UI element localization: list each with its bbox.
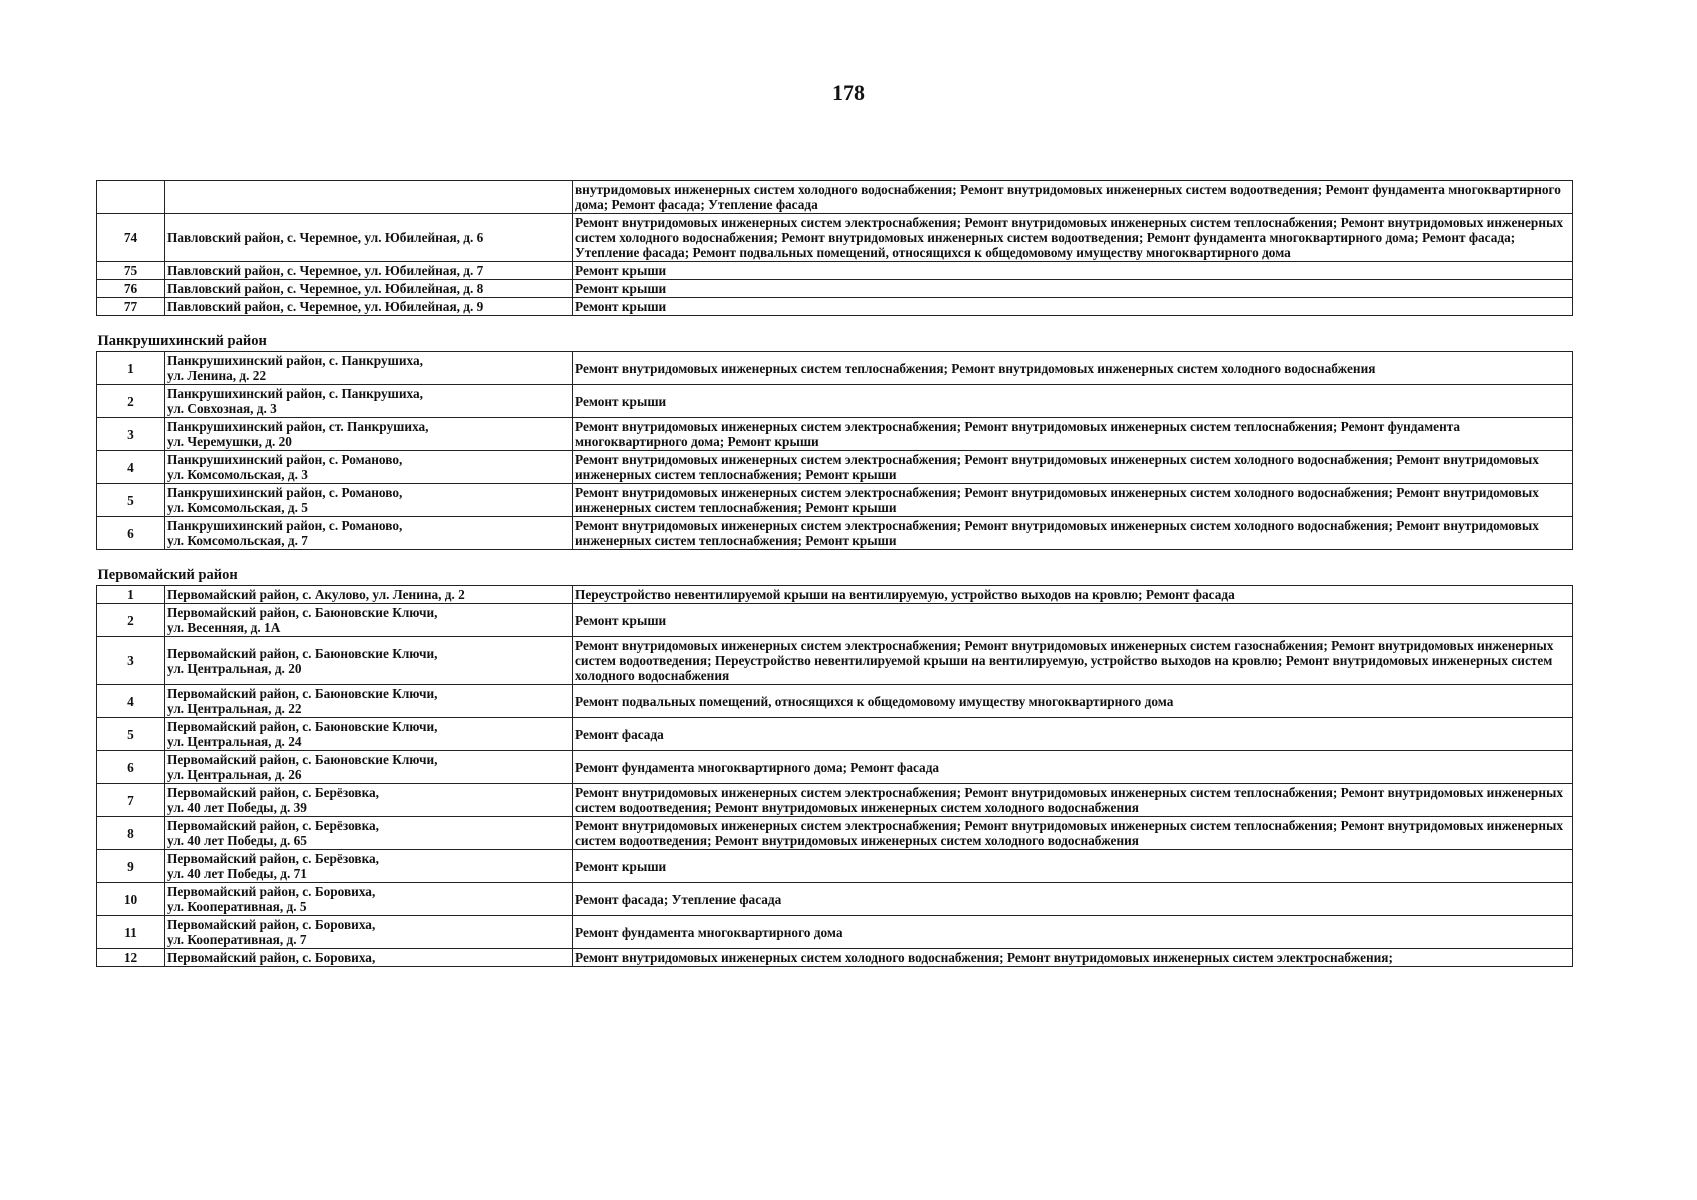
- row-works: внутридомовых инженерных систем холодного водоснабжения; Ремонт внутридомовых инженерных систем водоотведения; Ремонт фундамента многоквартирного дома; Ремонт фасада; Утепление фасада: [573, 181, 1573, 214]
- row-address: Панкрушихинский район, с. Романово, ул. Комсомольская, д. 5: [165, 484, 573, 517]
- row-number: 2: [97, 604, 165, 637]
- row-number: 1: [97, 586, 165, 604]
- row-address: Павловский район, с. Черемное, ул. Юбилейная, д. 6: [165, 214, 573, 262]
- row-number: 5: [97, 484, 165, 517]
- row-number: 77: [97, 298, 165, 316]
- row-number: 4: [97, 685, 165, 718]
- row-works: Ремонт внутридомовых инженерных систем электроснабжения; Ремонт внутридомовых инженерных систем теплоснабжения; Ремонт внутридомовых инженерных систем холодного водоснабжения; Ремонт внутридомовых инженерных систем водоотведения; Ремонт фундамента многоквартирного дома; Ремонт фасада; Утепление фасада; Ремонт подвальных помещений, относящихся к общедомовому имуществу многоквартирного дома: [573, 214, 1573, 262]
- table-row: [97, 784, 1573, 817]
- table-row: [97, 451, 1573, 484]
- row-address: Павловский район, с. Черемное, ул. Юбилейная, д. 8: [165, 280, 573, 298]
- section-header-row: [97, 316, 1573, 352]
- row-works: Ремонт внутридомовых инженерных систем электроснабжения; Ремонт внутридомовых инженерных систем теплоснабжения; Ремонт внутридомовых инженерных систем водоотведения; Ремонт внутридомовых инженерных систем холодного водоснабжения: [573, 784, 1573, 817]
- row-address: Панкрушихинский район, с. Панкрушиха, ул. Совхозная, д. 3: [165, 385, 573, 418]
- row-address: Первомайский район, с. Баюновские Ключи, ул. Весенняя, д. 1А: [165, 604, 573, 637]
- row-works: Ремонт подвальных помещений, относящихся к общедомовому имуществу многоквартирного дома: [573, 685, 1573, 718]
- table-row: [97, 484, 1573, 517]
- table-row: [97, 949, 1573, 967]
- row-number: 12: [97, 949, 165, 967]
- row-number: 3: [97, 637, 165, 685]
- row-address: Первомайский район, с. Боровиха, ул. Кооперативная, д. 5: [165, 883, 573, 916]
- row-works: Ремонт внутридомовых инженерных систем электроснабжения; Ремонт внутридомовых инженерных систем холодного водоснабжения; Ремонт внутридомовых инженерных систем теплоснабжения; Ремонт крыши: [573, 517, 1573, 550]
- row-number: 11: [97, 916, 165, 949]
- row-works: Ремонт внутридомовых инженерных систем электроснабжения; Ремонт внутридомовых инженерных систем холодного водоснабжения; Ремонт внутридомовых инженерных систем теплоснабжения; Ремонт крыши: [573, 451, 1573, 484]
- row-works: Ремонт крыши: [573, 385, 1573, 418]
- row-works: Ремонт крыши: [573, 850, 1573, 883]
- table-row: [97, 604, 1573, 637]
- table-row: [97, 817, 1573, 850]
- table-row: [97, 385, 1573, 418]
- table-row: [97, 586, 1573, 604]
- row-number: 9: [97, 850, 165, 883]
- row-works: Ремонт фасада; Утепление фасада: [573, 883, 1573, 916]
- table-row: [97, 517, 1573, 550]
- row-address: Первомайский район, с. Берёзовка, ул. 40 лет Победы, д. 65: [165, 817, 573, 850]
- table-row: [97, 181, 1573, 214]
- row-address: Первомайский район, с. Берёзовка, ул. 40 лет Победы, д. 71: [165, 850, 573, 883]
- row-address: Первомайский район, с. Баюновские Ключи, ул. Центральная, д. 24: [165, 718, 573, 751]
- table-body: [97, 181, 1573, 967]
- table-row: [97, 850, 1573, 883]
- row-address: [165, 181, 573, 214]
- row-number: 10: [97, 883, 165, 916]
- row-number: 1: [97, 352, 165, 385]
- table-row: [97, 262, 1573, 280]
- row-address: Первомайский район, с. Акулово, ул. Ленина, д. 2: [165, 586, 573, 604]
- row-address: Павловский район, с. Черемное, ул. Юбилейная, д. 7: [165, 262, 573, 280]
- row-number: 76: [97, 280, 165, 298]
- row-number: [97, 181, 165, 214]
- row-works: Ремонт фундамента многоквартирного дома; Ремонт фасада: [573, 751, 1573, 784]
- table-row: [97, 298, 1573, 316]
- table-row: [97, 751, 1573, 784]
- row-works: Ремонт внутридомовых инженерных систем электроснабжения; Ремонт внутридомовых инженерных систем теплоснабжения; Ремонт внутридомовых инженерных систем водоотведения; Ремонт внутридомовых инженерных систем холодного водоснабжения: [573, 817, 1573, 850]
- district-title: Панкрушихинский район: [97, 316, 1573, 352]
- district-title: Первомайский район: [97, 550, 1573, 586]
- row-works: Ремонт внутридомовых инженерных систем электроснабжения; Ремонт внутридомовых инженерных систем газоснабжения; Ремонт внутридомовых инженерных систем водоотведения; Переустройство невентилируемой крыши на вентилируемую, устройство выходов на кровлю; Ремонт внутридомовых инженерных систем холодного водоснабжения: [573, 637, 1573, 685]
- row-number: 6: [97, 751, 165, 784]
- repair-schedule-table: [96, 180, 1573, 967]
- row-number: 8: [97, 817, 165, 850]
- row-number: 75: [97, 262, 165, 280]
- row-works: Ремонт крыши: [573, 298, 1573, 316]
- row-address: Первомайский район, с. Боровиха,: [165, 949, 573, 967]
- row-address: Первомайский район, с. Берёзовка, ул. 40 лет Победы, д. 39: [165, 784, 573, 817]
- row-address: Первомайский район, с. Баюновские Ключи, ул. Центральная, д. 26: [165, 751, 573, 784]
- row-number: 5: [97, 718, 165, 751]
- table-row: [97, 685, 1573, 718]
- row-address: Панкрушихинский район, с. Романово, ул. Комсомольская, д. 3: [165, 451, 573, 484]
- row-works: Ремонт внутридомовых инженерных систем электроснабжения; Ремонт внутридомовых инженерных систем холодного водоснабжения; Ремонт внутридомовых инженерных систем теплоснабжения; Ремонт крыши: [573, 484, 1573, 517]
- row-works: Ремонт внутридомовых инженерных систем теплоснабжения; Ремонт внутридомовых инженерных систем холодного водоснабжения: [573, 352, 1573, 385]
- row-address: Панкрушихинский район, с. Романово, ул. Комсомольская, д. 7: [165, 517, 573, 550]
- table-row: [97, 280, 1573, 298]
- row-address: Первомайский район, с. Боровиха, ул. Кооперативная, д. 7: [165, 916, 573, 949]
- row-number: 2: [97, 385, 165, 418]
- row-works: Ремонт внутридомовых инженерных систем холодного водоснабжения; Ремонт внутридомовых инженерных систем электроснабжения;: [573, 949, 1573, 967]
- table-row: [97, 916, 1573, 949]
- row-number: 4: [97, 451, 165, 484]
- row-address: Панкрушихинский район, ст. Панкрушиха, ул. Черемушки, д. 20: [165, 418, 573, 451]
- row-address: Первомайский район, с. Баюновские Ключи, ул. Центральная, д. 20: [165, 637, 573, 685]
- table-row: [97, 883, 1573, 916]
- row-works: Ремонт крыши: [573, 280, 1573, 298]
- row-number: 3: [97, 418, 165, 451]
- row-works: Ремонт крыши: [573, 262, 1573, 280]
- row-number: 7: [97, 784, 165, 817]
- row-address: Павловский район, с. Черемное, ул. Юбилейная, д. 9: [165, 298, 573, 316]
- row-works: Ремонт крыши: [573, 604, 1573, 637]
- row-works: Ремонт фундамента многоквартирного дома: [573, 916, 1573, 949]
- row-works: Ремонт фасада: [573, 718, 1573, 751]
- row-works: Переустройство невентилируемой крыши на вентилируемую, устройство выходов на кровлю; Ремонт фасада: [573, 586, 1573, 604]
- table-row: [97, 352, 1573, 385]
- row-address: Панкрушихинский район, с. Панкрушиха, ул. Ленина, д. 22: [165, 352, 573, 385]
- section-header-row: [97, 550, 1573, 586]
- table-row: [97, 718, 1573, 751]
- page-number: 178: [832, 80, 865, 105]
- table-row: [97, 418, 1573, 451]
- row-number: 74: [97, 214, 165, 262]
- row-number: 6: [97, 517, 165, 550]
- table-row: [97, 214, 1573, 262]
- row-address: Первомайский район, с. Баюновские Ключи, ул. Центральная, д. 22: [165, 685, 573, 718]
- table-row: [97, 637, 1573, 685]
- row-works: Ремонт внутридомовых инженерных систем электроснабжения; Ремонт внутридомовых инженерных систем теплоснабжения; Ремонт фундамента многоквартирного дома; Ремонт крыши: [573, 418, 1573, 451]
